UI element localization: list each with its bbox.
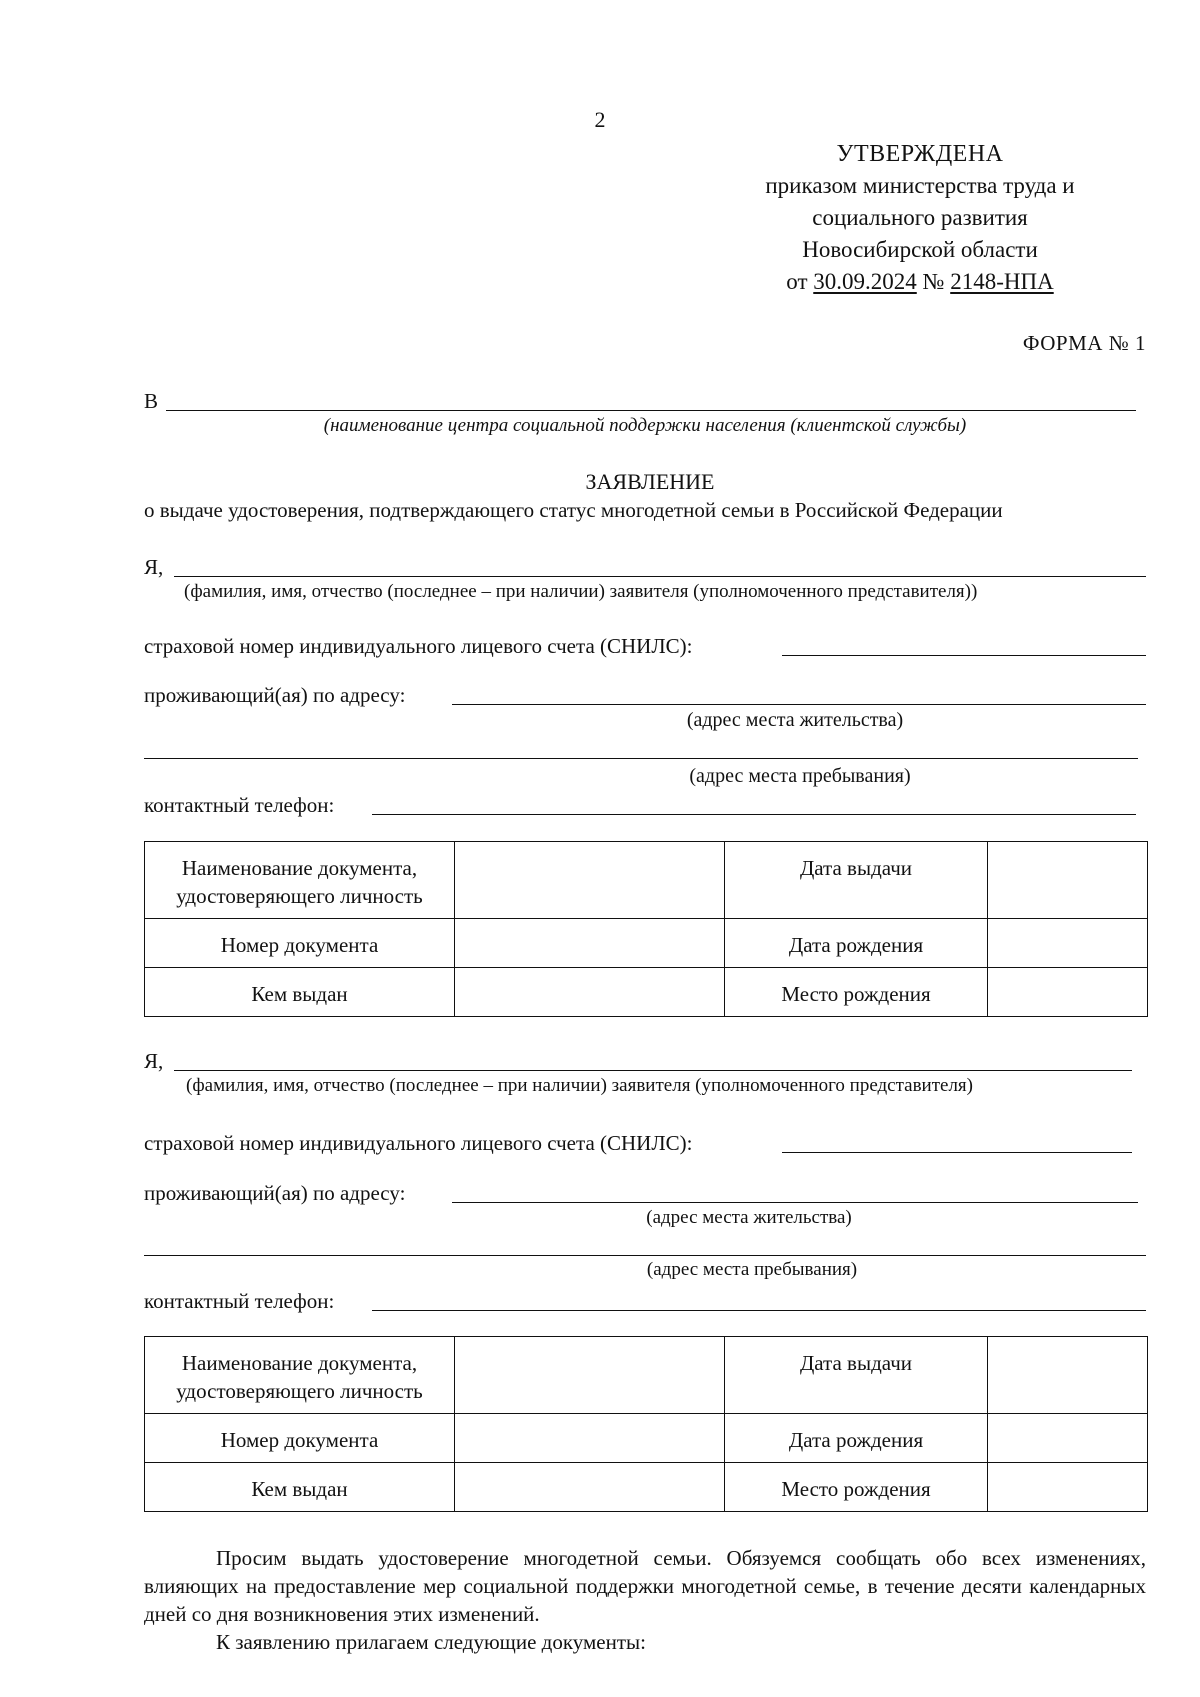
approval-number-prefix: № [922,269,945,294]
birth-date-cell[interactable] [988,919,1148,968]
document-subtitle: о выдаче удостоверения, подтверждающего статус многодетной семьи в Российской Федерации [144,498,1003,522]
doc-number-cell[interactable] [455,1414,725,1463]
applicant-2-name-field[interactable] [174,1070,1132,1071]
applicant-2-phone-field[interactable] [372,1310,1146,1311]
applicant-2-residence-field[interactable] [452,1202,1138,1203]
applicant-1-residence-hint: (адрес места жительства) [686,709,904,731]
applicant-2-name-hint: (фамилия, имя, отчество (последнее – при наличии) заявителя (уполномоченного представителя) [186,1075,973,1096]
birth-date-cell[interactable] [988,1414,1148,1463]
applicant-1-residence-field[interactable] [452,704,1146,705]
approval-line-3: Новосибирской области [802,237,1038,262]
doc-name-cell[interactable] [455,1337,725,1414]
addressee-hint: (наименование центра социальной поддержки населения (клиентской службы) [323,415,967,436]
applicant-2-stay-hint: (адрес места пребывания) [646,1259,858,1280]
table-row [145,1463,1148,1512]
applicant-1-id-table [144,841,1148,1017]
approval-heading: УТВЕРЖДЕНА [836,141,1004,167]
attachments-text: К заявлению прилагаем следующие документы: [216,1630,646,1654]
applicant-2-id-table [144,1336,1148,1512]
approval-date: 30.09.2024 [813,269,917,294]
issue-date-cell[interactable] [988,842,1148,919]
applicant-2-address-label: проживающий(ая) по адресу: [144,1181,406,1205]
table-row [145,968,1148,1017]
issue-date-cell[interactable] [988,1337,1148,1414]
approval-line-1: приказом министерства труда и [765,173,1075,198]
applicant-1-prefix: Я, [144,555,164,579]
approval-line-2: социального развития [812,205,1028,230]
issued-by-label: Кем выдан [145,1463,455,1512]
birth-place-label: Место рождения [725,968,988,1017]
table-row [145,1414,1148,1463]
issue-date-label: Дата выдачи [725,842,988,919]
applicant-1-address-label: проживающий(ая) по адресу: [144,683,406,707]
issued-by-cell[interactable] [455,968,725,1017]
approval-date-line [680,266,1160,298]
birth-place-cell[interactable] [988,968,1148,1017]
doc-number-label: Номер документа [145,1414,455,1463]
doc-name-label: Наименование документа, удостоверяющего личность [145,1337,455,1414]
applicant-1-stay-hint: (адрес места пребывания) [689,765,911,787]
issued-by-cell[interactable] [455,1463,725,1512]
document-title: ЗАЯВЛЕНИЕ [585,469,715,494]
applicant-2-snils-field[interactable] [782,1152,1132,1153]
doc-name-cell[interactable] [455,842,725,919]
doc-number-label: Номер документа [145,919,455,968]
doc-number-cell[interactable] [455,919,725,968]
issued-by-label: Кем выдан [145,968,455,1017]
applicant-1-stay-field[interactable] [144,758,1138,759]
issue-date-label: Дата выдачи [725,1337,988,1414]
birth-place-label: Место рождения [725,1463,988,1512]
birth-place-cell[interactable] [988,1463,1148,1512]
birth-date-label: Дата рождения [725,919,988,968]
request-paragraph [144,1544,1146,1628]
applicant-2-stay-field[interactable] [144,1255,1146,1256]
addressee-field[interactable] [166,410,1136,411]
table-row [145,919,1148,968]
form-number: ФОРМА № 1 [1022,331,1146,355]
approval-number: 2148-НПА [950,269,1054,294]
request-text: Просим выдать удостоверение многодетной семьи. Обязуемся сообщать обо всех изменениях, влияющих на предоставление мер социальной поддержки многодетной семье, в течение десяти календарных дней со дня возникновения этих изменений. [144,1546,1146,1626]
applicant-1-snils-label: страховой номер индивидуального лицевого счета (СНИЛС): [144,634,693,658]
birth-date-label: Дата рождения [725,1414,988,1463]
addressee-prefix: В [144,389,159,413]
table-row [145,842,1148,919]
applicant-1-name-hint: (фамилия, имя, отчество (последнее – при наличии) заявителя (уполномоченного представителя)) [184,581,978,602]
applicant-2-residence-hint: (адрес места жительства) [646,1207,852,1228]
attachments-paragraph [144,1628,1146,1656]
applicant-1-snils-field[interactable] [782,655,1146,656]
applicant-2-phone-label: контактный телефон: [144,1289,335,1313]
applicant-2-snils-label: страховой номер индивидуального лицевого счета (СНИЛС): [144,1131,693,1155]
applicant-2-prefix: Я, [144,1049,164,1073]
applicant-1-phone-label: контактный телефон: [144,793,335,817]
table-row [145,1337,1148,1414]
approval-date-prefix: от [786,269,808,294]
doc-name-label: Наименование документа, удостоверяющего личность [145,842,455,919]
applicant-1-phone-field[interactable] [372,814,1136,815]
approval-block [680,138,1160,298]
page-number: 2 [594,107,606,132]
applicant-1-name-field[interactable] [174,576,1146,577]
